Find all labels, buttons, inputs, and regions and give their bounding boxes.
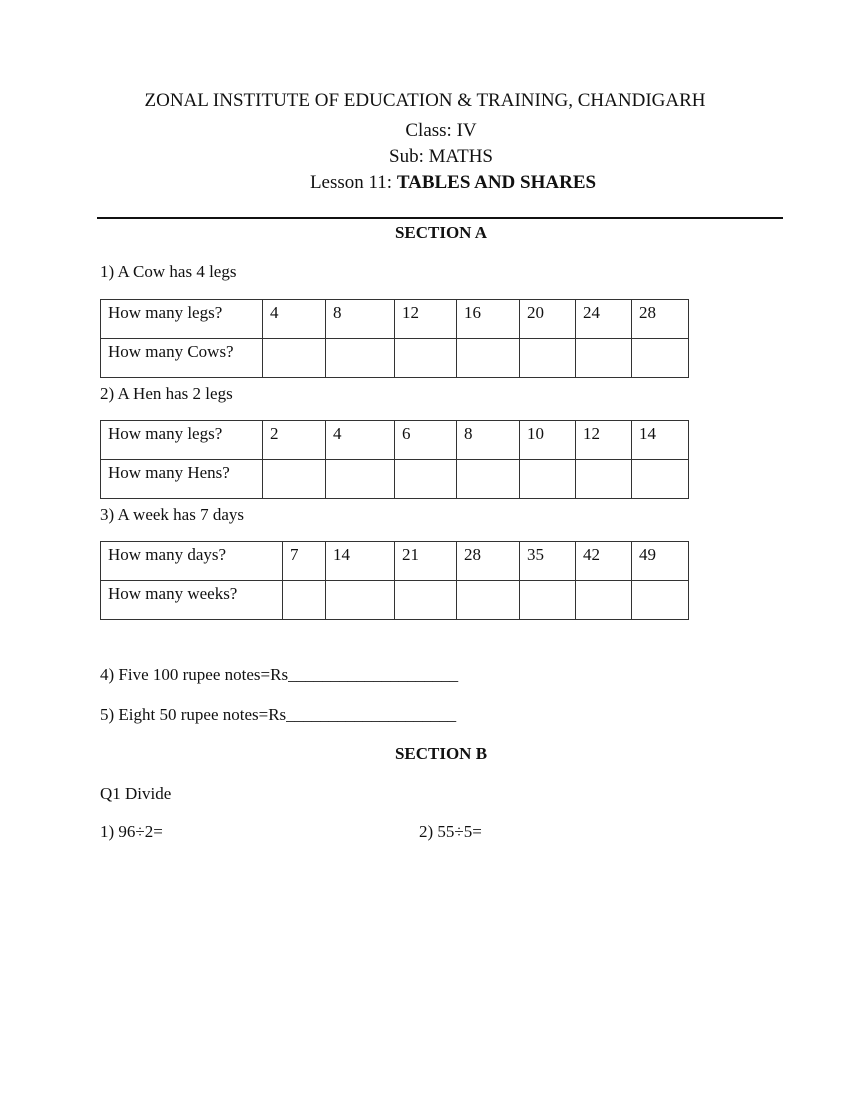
cell: 20 — [520, 300, 576, 339]
divide-item-1: 1) 96÷2= — [100, 822, 163, 841]
cell: 6 — [395, 421, 457, 460]
question-5: 5) Eight 50 rupee notes=Rs____________________ — [100, 705, 457, 724]
cell: 35 — [520, 542, 576, 581]
answer-cell[interactable] — [395, 339, 457, 378]
answer-cell[interactable] — [326, 339, 395, 378]
answer-cell[interactable] — [520, 460, 576, 499]
answer-cell[interactable] — [520, 581, 576, 620]
cell: 4 — [326, 421, 395, 460]
cell: 7 — [283, 542, 326, 581]
divide-item-2: 2) 55÷5= — [419, 822, 482, 841]
answer-cell[interactable] — [283, 581, 326, 620]
cell: 28 — [457, 542, 520, 581]
week-table — [100, 541, 689, 620]
table-row — [101, 300, 689, 339]
row-label: How many legs? — [101, 300, 263, 339]
cell: 49 — [632, 542, 689, 581]
answer-cell[interactable] — [326, 581, 395, 620]
question-3: 3) A week has 7 days — [100, 505, 245, 524]
lesson-title: TABLES AND SHARES — [396, 172, 597, 193]
section-a-title: SECTION A — [394, 223, 488, 242]
hen-table — [100, 420, 689, 499]
section-b-title: SECTION B — [394, 744, 488, 763]
table-row — [101, 542, 689, 581]
lesson-prefix: Lesson 11: — [309, 172, 397, 193]
answer-cell[interactable] — [632, 581, 689, 620]
answer-cell[interactable] — [632, 460, 689, 499]
cell: 42 — [576, 542, 632, 581]
answer-cell[interactable] — [457, 460, 520, 499]
subject-label: Sub: MATHS — [389, 146, 493, 167]
class-label: Class: IV — [405, 120, 477, 141]
answer-cell[interactable] — [576, 339, 632, 378]
cow-table — [100, 299, 689, 378]
cell: 14 — [326, 542, 395, 581]
answer-cell[interactable] — [576, 581, 632, 620]
cell: 21 — [395, 542, 457, 581]
table-row — [101, 421, 689, 460]
cell: 12 — [395, 300, 457, 339]
cell: 14 — [632, 421, 689, 460]
answer-cell[interactable] — [457, 581, 520, 620]
row-label: How many weeks? — [101, 581, 283, 620]
cell: 8 — [326, 300, 395, 339]
header-divider — [97, 217, 783, 219]
answer-cell[interactable] — [326, 460, 395, 499]
cell: 8 — [457, 421, 520, 460]
cell: 28 — [632, 300, 689, 339]
answer-cell[interactable] — [263, 460, 326, 499]
answer-cell[interactable] — [457, 339, 520, 378]
cell: 24 — [576, 300, 632, 339]
row-label: How many Hens? — [101, 460, 263, 499]
answer-cell[interactable] — [576, 460, 632, 499]
row-label: How many Cows? — [101, 339, 263, 378]
answer-cell[interactable] — [632, 339, 689, 378]
answer-cell[interactable] — [395, 460, 457, 499]
cell: 4 — [263, 300, 326, 339]
cell: 16 — [457, 300, 520, 339]
divide-heading: Q1 Divide — [100, 784, 172, 803]
question-1: 1) A Cow has 4 legs — [100, 262, 237, 281]
question-2: 2) A Hen has 2 legs — [100, 384, 233, 403]
institute-title: ZONAL INSTITUTE OF EDUCATION & TRAINING, CHANDIGARH — [144, 90, 706, 111]
answer-cell[interactable] — [520, 339, 576, 378]
answer-cell[interactable] — [395, 581, 457, 620]
row-label: How many legs? — [101, 421, 263, 460]
cell: 10 — [520, 421, 576, 460]
table-row — [101, 339, 689, 378]
question-4: 4) Five 100 rupee notes=Rs____________________ — [100, 665, 459, 684]
table-row — [101, 460, 689, 499]
row-label: How many days? — [101, 542, 283, 581]
cell: 12 — [576, 421, 632, 460]
answer-cell[interactable] — [263, 339, 326, 378]
cell: 2 — [263, 421, 326, 460]
table-row — [101, 581, 689, 620]
lesson-heading — [28, 172, 850, 194]
